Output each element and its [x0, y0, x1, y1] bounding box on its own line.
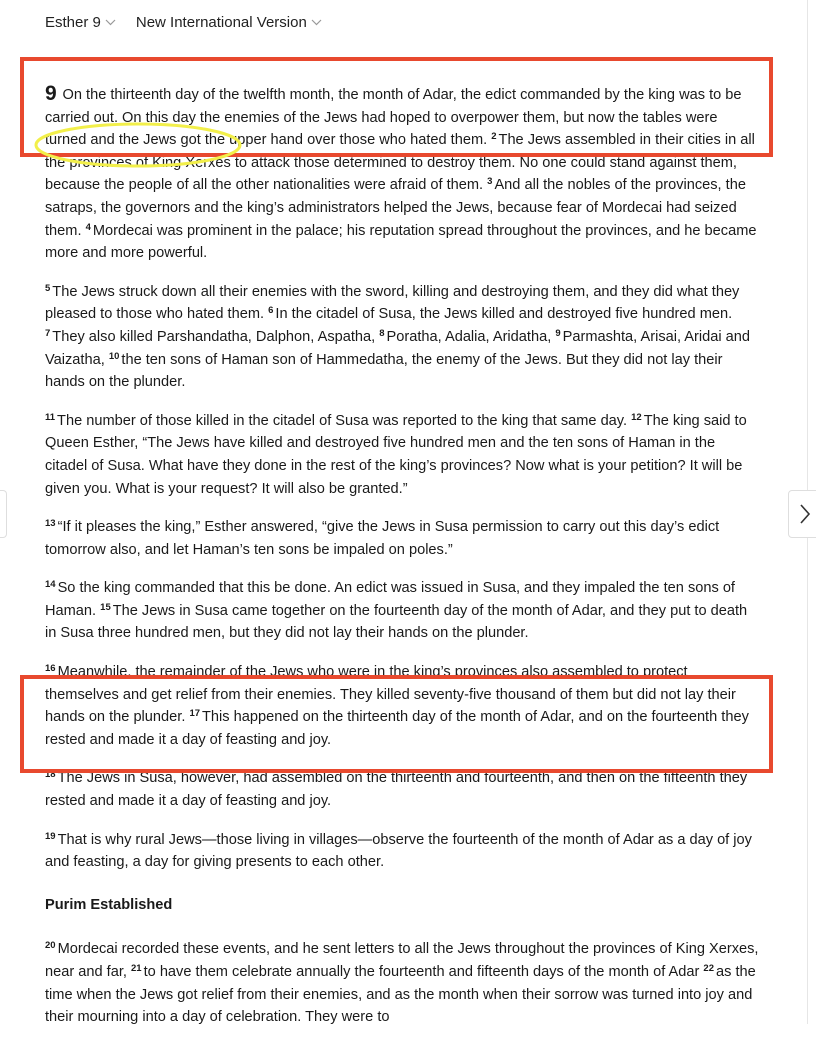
verse-text: So the king commanded that this be done. An edict was issued in Susa, and they impaled the ten sons of Haman.	[45, 580, 735, 619]
chevron-down-icon	[105, 19, 116, 26]
verse-text: The Jews struck down all their enemies with the sword, killing and destroying them, and they did what they pleased to those who hated them.	[45, 283, 740, 323]
verse-number[interactable]: 5	[45, 282, 51, 294]
chapter-number: 9	[45, 82, 63, 105]
previous-chapter-button[interactable]	[0, 490, 7, 538]
verse-text: In the citadel of Susa, the Jews killed and destroyed five hundred men.	[275, 306, 733, 323]
verse-text: the ten sons of Haman son of Hammedatha, the enemy of the Jews. But they did not lay their hands on the plunder.	[45, 351, 723, 391]
verse-number[interactable]: 4	[85, 221, 91, 233]
paragraph	[45, 577, 760, 645]
verse	[45, 832, 752, 871]
verse-text: On the thirteenth day of the twelfth month, the month of Adar, the edict commanded by the king was to be carried out. On this day the enemies of the Jews had hoped to overpower them, but now the tables were turned and the Jews got the upper hand over those who hated them.	[45, 87, 742, 149]
paragraph	[45, 938, 760, 1028]
chevron-right-icon	[799, 503, 811, 525]
verse-text: The Jews assembled in their cities in all the provinces of King Xerxes to attack those determined to destroy them. No one could stand against them, because the people of all the other nationalities were afraid of them.	[45, 132, 755, 194]
verse-number[interactable]: 21	[131, 963, 142, 974]
verse-number[interactable]: 2	[491, 131, 497, 143]
book-chapter-label: Esther 9	[45, 14, 101, 31]
verse-number[interactable]: 17	[189, 708, 201, 720]
verse-number[interactable]: 6	[268, 305, 274, 317]
verse	[45, 413, 631, 429]
paragraph	[45, 281, 760, 394]
verse-number[interactable]: 8	[379, 327, 385, 339]
verse-text: They also killed Parshandatha, Dalphon, Aspatha,	[52, 328, 380, 345]
verse-text: That is why rural Jews—those living in villages—observe the fourteenth of the month of Adar as a day of joy and feasting, a day for giving presents to each other.	[45, 831, 752, 871]
verse-number[interactable]: 16	[45, 663, 56, 675]
verse-number[interactable]: 20	[45, 940, 56, 952]
passage-text	[45, 83, 760, 1045]
verse-number[interactable]: 11	[45, 411, 56, 423]
verse-number[interactable]: 3	[487, 176, 493, 188]
verse-number[interactable]: 9	[555, 327, 561, 339]
verse-text: The Jews in Susa, however, had assembled on the thirteenth and fourteenth, and then on the fifteenth they rested and made it a day of feasting and joy.	[45, 770, 748, 810]
verse	[45, 603, 747, 642]
verse	[45, 223, 756, 262]
verse-number[interactable]: 15	[100, 601, 111, 613]
verse-number[interactable]: 7	[45, 327, 51, 339]
paragraph	[45, 829, 760, 874]
verse	[379, 329, 555, 345]
verse-text: Parmashta, Arisai, Aridai and Vaizatha,	[45, 328, 750, 368]
verse-text: as the time when the Jews got relief from their enemies, and as the month when their sorrow was turned into joy and their mourning into a day of celebration. They were to	[45, 964, 756, 1026]
highlight-box-verses-16-17	[20, 675, 773, 773]
verse	[131, 964, 703, 980]
version-selector[interactable]	[136, 14, 322, 31]
verse-number[interactable]: 10	[108, 350, 120, 362]
verse-text: Mordecai recorded these events, and he sent letters to all the Jews throughout the provinces of King Xerxes, near and far,	[45, 941, 759, 980]
verse-text: The number of those killed in the citadel of Susa was reported to the king that same day.	[57, 412, 632, 429]
version-label: New International Version	[135, 14, 307, 31]
verse-number[interactable]: 19	[45, 830, 56, 842]
verse-text: to have them celebrate annually the fourteenth and fifteenth days of the month of Adar	[143, 964, 704, 980]
verse-number[interactable]: 13	[45, 518, 56, 530]
verse	[45, 352, 723, 391]
verse	[268, 306, 732, 322]
verse	[45, 329, 379, 345]
verse-text: The Jews in Susa came together on the fourteenth day of the month of Adar, and they put to death in Susa three hundred men, but they did not lay their hands on the plunder.	[45, 602, 748, 642]
verse-text: The king said to Queen Esther, “The Jews have killed and destroyed five hundred men and the ten sons of Haman in the citadel of Susa. What have they done in the rest of the king’s provinces? Now what is your petition? It will be given you. What is your request? It will also be granted.”	[45, 412, 747, 497]
next-chapter-button[interactable]	[788, 490, 816, 538]
verse-number[interactable]: 22	[703, 963, 714, 974]
verse-text: “If it pleases the king,” Esther answered, “give the Jews in Susa permission to carry out this day’s edict tomorrow also, and let Haman’s ten sons be impaled on poles.”	[45, 519, 720, 558]
book-chapter-selector[interactable]	[45, 14, 116, 31]
verse-text: Poratha, Adalia, Aridatha,	[386, 328, 556, 345]
paragraph	[45, 410, 760, 500]
verse-number[interactable]: 12	[631, 411, 642, 423]
verse-text: This happened on the thirteenth day of the month of Adar, and on the fourteenth they rested and made it a day of feasting and joy.	[45, 709, 749, 748]
paragraph	[45, 767, 760, 812]
paragraph	[45, 516, 760, 561]
section-heading: Purim Established	[45, 896, 173, 913]
verse	[45, 519, 719, 558]
chevron-down-icon	[311, 19, 322, 26]
verse-text: And all the nobles of the provinces, the satraps, the governors and the king’s administrators helped the Jews, because fear of Mordecai had seized them.	[45, 177, 746, 239]
verse-number[interactable]: 18	[45, 769, 56, 781]
verse-number[interactable]: 14	[45, 579, 56, 591]
highlight-ellipse	[30, 118, 250, 176]
verse-text: Mordecai was prominent in the palace; his reputation spread throughout the provinces, and he became more and more powerful.	[45, 222, 757, 262]
verse-text: Meanwhile, the remainder of the Jews who were in the king’s provinces also assembled to protect themselves and get relief from their enemies. They killed seventy-five thousand of them but did not lay their hands on the plunder.	[45, 664, 736, 726]
passage-header	[45, 14, 342, 31]
verse	[45, 770, 747, 809]
